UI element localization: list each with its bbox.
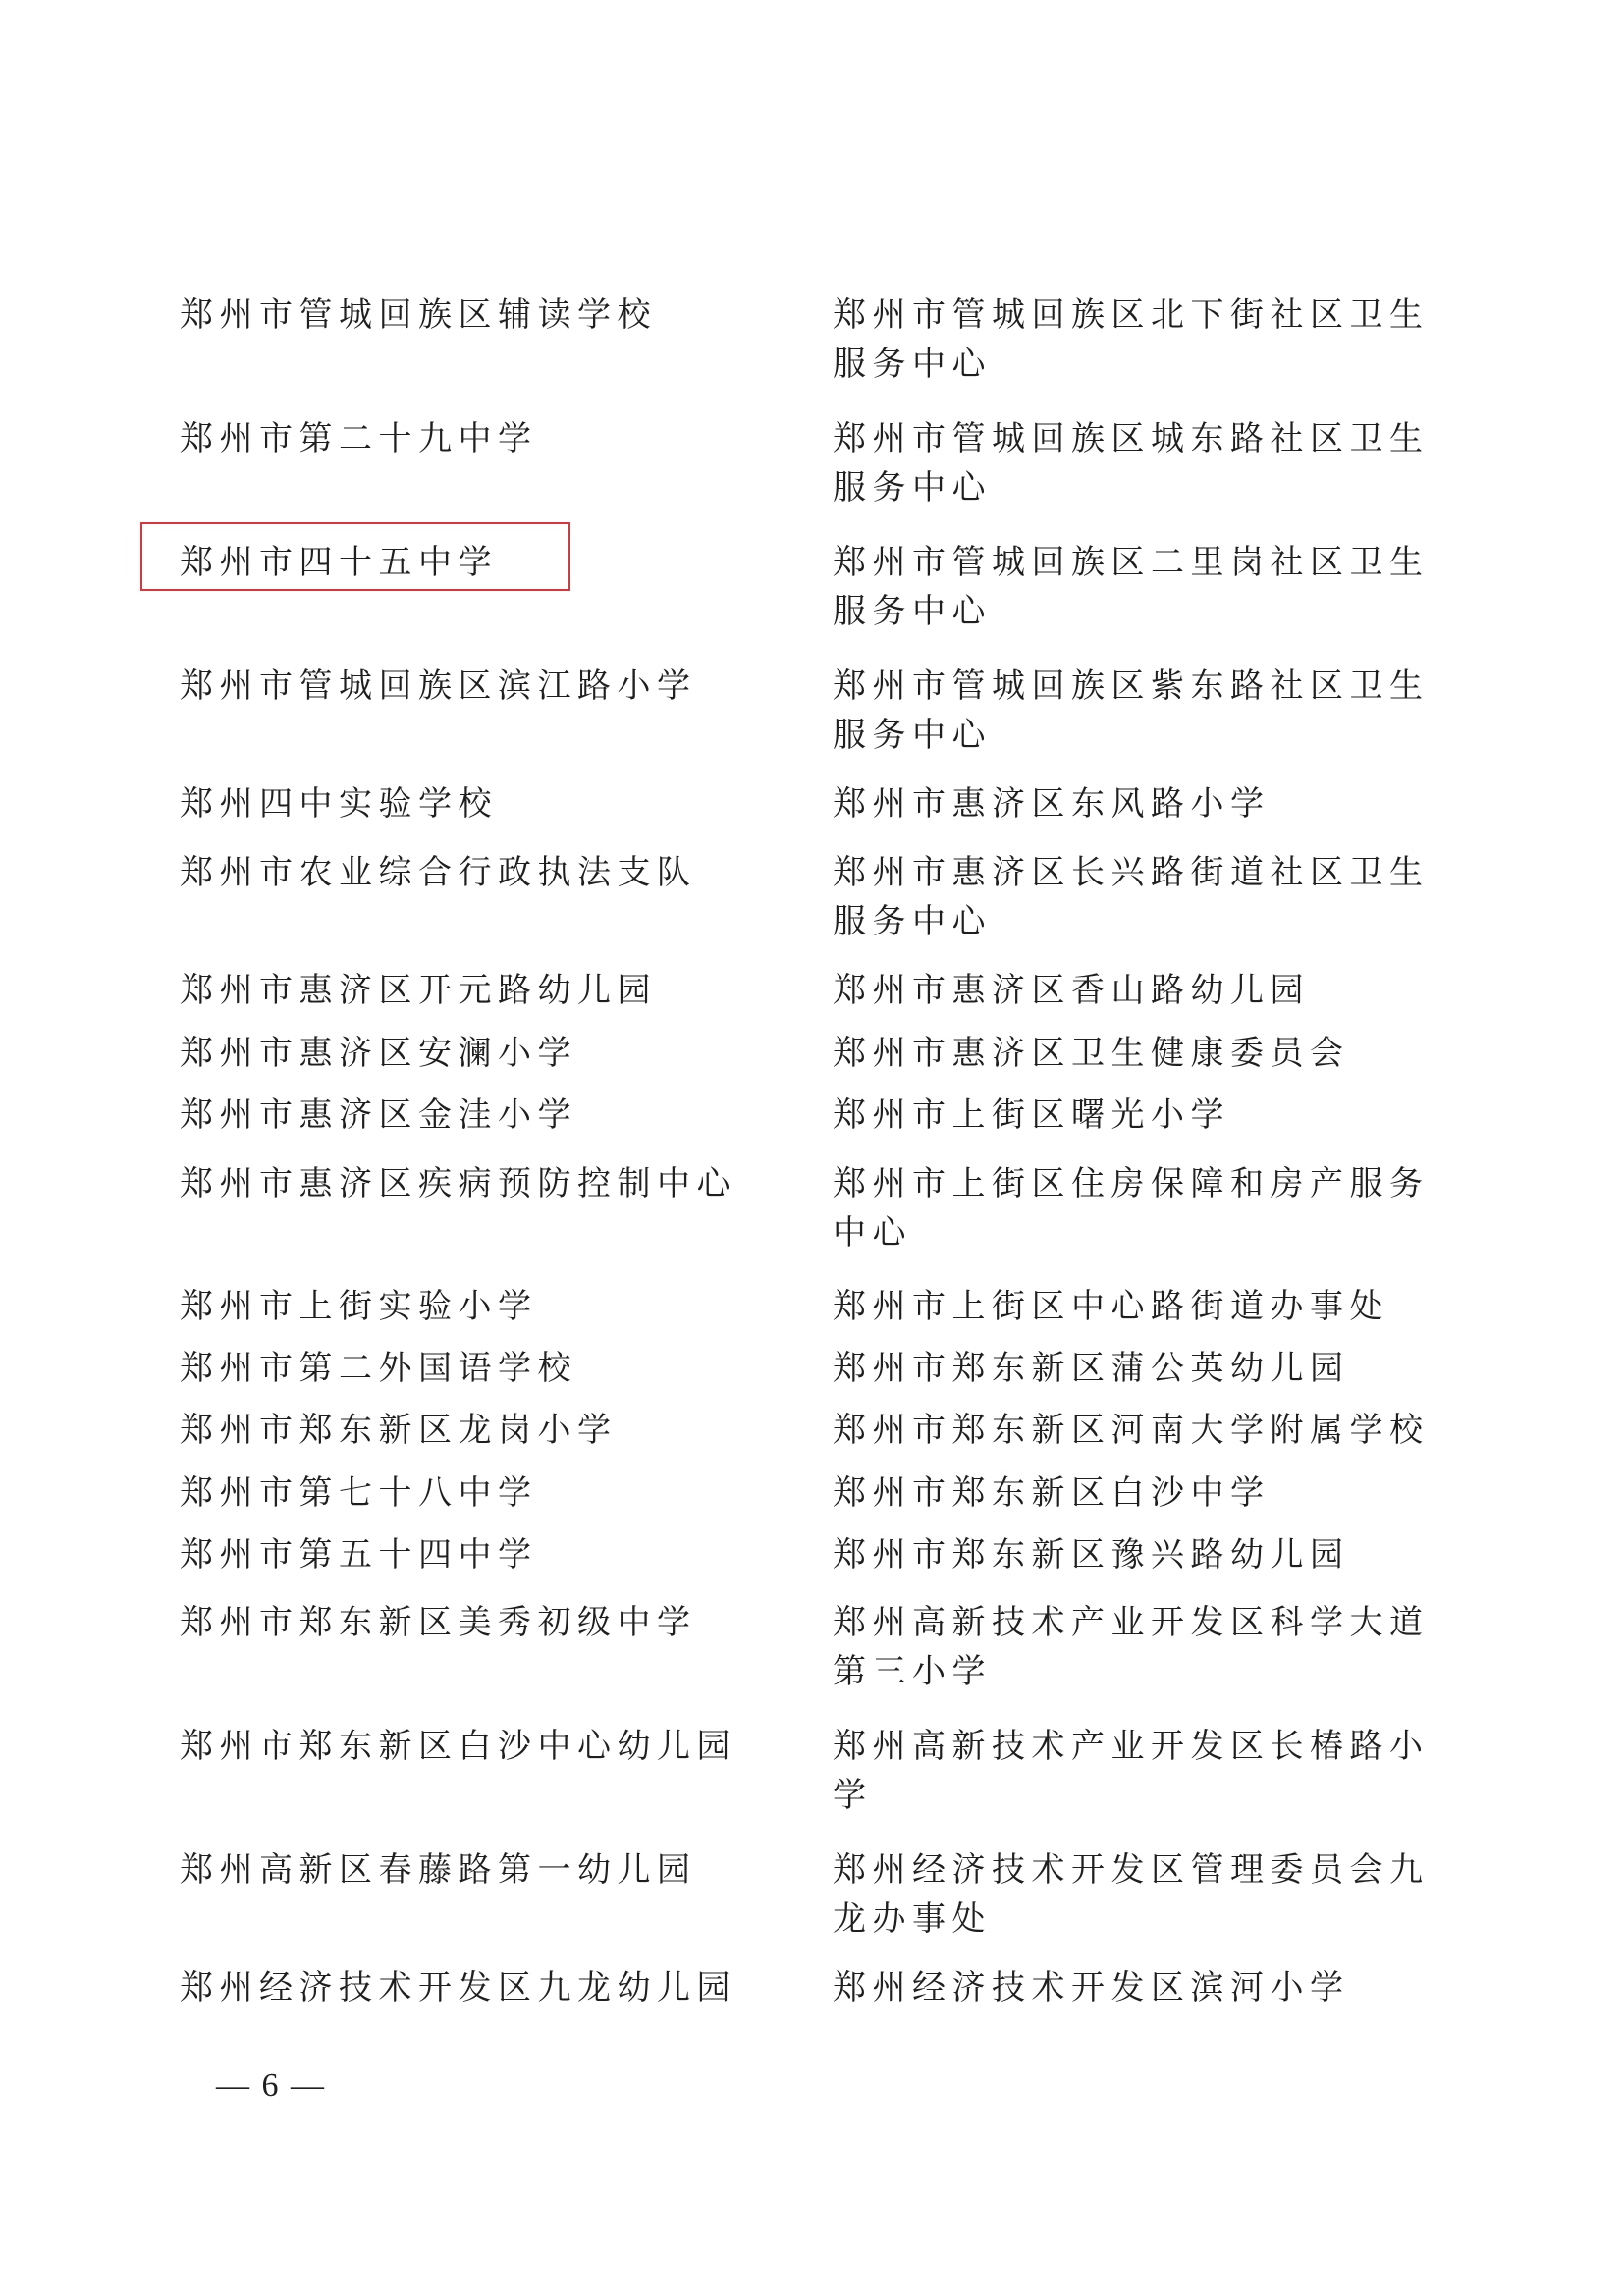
- highlight-box: [140, 522, 570, 591]
- list-item-left: 郑州市郑东新区美秀初级中学: [180, 1603, 697, 1642]
- list-item-left: 郑州市第七十八中学: [180, 1473, 538, 1513]
- list-item-right: 郑州市惠济区长兴路街道社区卫生 服务中心: [833, 853, 1430, 941]
- list-item-right: 郑州市郑东新区豫兴路幼儿园: [833, 1535, 1350, 1575]
- list-item-left: 郑州市郑东新区龙岗小学: [180, 1411, 618, 1450]
- list-item-left: 郑州市四十五中学: [180, 543, 498, 582]
- list-item-right: 郑州经济技术开发区滨河小学: [833, 1968, 1350, 2007]
- list-item-right: 郑州市管城回族区城东路社区卫生 服务中心: [833, 419, 1430, 507]
- list-item-left: 郑州市管城回族区滨江路小学: [180, 667, 697, 706]
- list-item-right: 郑州市惠济区香山路幼儿园: [833, 971, 1310, 1010]
- list-item-right: 郑州市管城回族区紫东路社区卫生 服务中心: [833, 667, 1430, 755]
- list-item-left: 郑州市第二外国语学校: [180, 1349, 577, 1388]
- list-item-right: 郑州市上街区中心路街道办事处: [833, 1287, 1389, 1326]
- list-item-right: 郑州市惠济区东风路小学: [833, 784, 1271, 824]
- list-item-left: 郑州四中实验学校: [180, 784, 498, 824]
- list-item-right: 郑州市郑东新区蒲公英幼儿园: [833, 1349, 1350, 1388]
- list-item-left: 郑州市惠济区金洼小学: [180, 1095, 577, 1135]
- list-item-right: 郑州市上街区曙光小学: [833, 1095, 1230, 1135]
- list-item-left: 郑州高新区春藤路第一幼儿园: [180, 1850, 697, 1890]
- list-item-left: 郑州市惠济区安澜小学: [180, 1034, 577, 1073]
- list-item-right: 郑州经济技术开发区管理委员会九 龙办事处: [833, 1850, 1430, 1939]
- page-number: — 6 —: [216, 2067, 326, 2104]
- list-item-left: 郑州市上街实验小学: [180, 1287, 538, 1326]
- list-item-right: 郑州市上街区住房保障和房产服务 中心: [833, 1164, 1430, 1253]
- list-item-right: 郑州高新技术产业开发区长椿路小 学: [833, 1727, 1430, 1815]
- list-item-right: 郑州高新技术产业开发区科学大道 第三小学: [833, 1603, 1430, 1691]
- list-item-left: 郑州市第五十四中学: [180, 1535, 538, 1575]
- list-item-left: 郑州市管城回族区辅读学校: [180, 295, 657, 335]
- list-item-right: 郑州市郑东新区河南大学附属学校: [833, 1411, 1430, 1450]
- list-item-left: 郑州市农业综合行政执法支队: [180, 853, 697, 892]
- list-item-right: 郑州市郑东新区白沙中学: [833, 1473, 1271, 1513]
- list-item-left: 郑州市惠济区开元路幼儿园: [180, 971, 657, 1010]
- list-item-left: 郑州经济技术开发区九龙幼儿园: [180, 1968, 736, 2007]
- list-item-left: 郑州市惠济区疾病预防控制中心: [180, 1164, 736, 1203]
- list-item-left: 郑州市郑东新区白沙中心幼儿园: [180, 1727, 736, 1766]
- list-item-right: 郑州市管城回族区北下街社区卫生 服务中心: [833, 295, 1430, 384]
- list-item-right: 郑州市管城回族区二里岗社区卫生 服务中心: [833, 543, 1430, 631]
- list-item-right: 郑州市惠济区卫生健康委员会: [833, 1034, 1350, 1073]
- list-item-left: 郑州市第二十九中学: [180, 419, 538, 458]
